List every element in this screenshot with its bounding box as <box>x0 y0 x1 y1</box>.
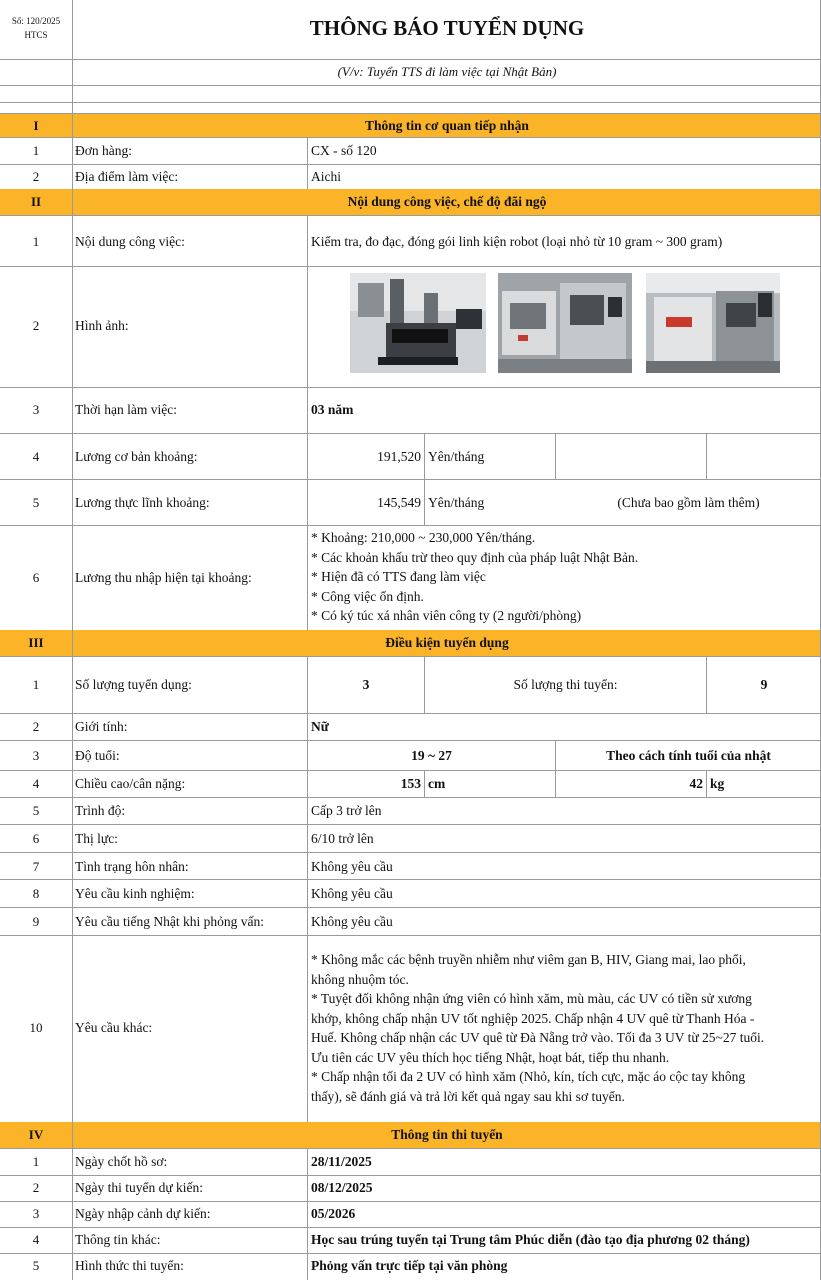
text-line: khớp, không chấp nhận UV tốt nghiệp 2025. Chấp nhận 4 UV quê từ Thanh Hóa - <box>311 1010 755 1026</box>
row-number: 4 <box>32 1232 40 1247</box>
row-number: 5 <box>32 495 40 510</box>
page-title: THÔNG BÁO TUYỂN DỤNG <box>309 16 585 40</box>
workplace-label: Địa điểm làm việc: <box>75 169 179 184</box>
row-number: 5 <box>32 803 40 818</box>
japanese-requirement-value: Không yêu cầu <box>311 914 393 929</box>
eyesight-label: Thị lực: <box>75 831 118 846</box>
row-number: 9 <box>32 914 40 929</box>
deadline-value: 28/11/2025 <box>311 1154 372 1169</box>
list-item: * Các khoản khấu trừ theo quy định của pháp luật Nhật Bản. <box>311 549 639 565</box>
row-number: 3 <box>32 1206 40 1221</box>
grid-line <box>0 85 821 86</box>
height-value: 153 <box>400 776 421 791</box>
grid-line <box>307 137 308 1280</box>
row-number: 3 <box>32 748 40 763</box>
machine-photo-1 <box>350 273 486 373</box>
text-line: không nhuộm tóc. <box>311 971 409 987</box>
order-value: CX - số 120 <box>311 143 377 158</box>
grid-line <box>0 59 821 60</box>
entry-date-label: Ngày nhập cảnh dự kiến: <box>75 1206 211 1221</box>
page-subtitle: (V/v: Tuyển TTS đi làm việc tại Nhật Bản) <box>337 64 557 79</box>
net-salary-unit: Yên/tháng <box>428 495 485 510</box>
exam-date-value: 08/12/2025 <box>311 1180 373 1195</box>
text-line: * Không mắc các bệnh truyền nhiễm như viêm gan B, HIV, Giang mai, lao phổi, <box>311 952 746 967</box>
marital-status-label: Tình trạng hôn nhân: <box>75 859 189 874</box>
text-line: Ưu tiên các UV yêu thích học tiếng Nhật, hoạt bát, tiếp thu nhanh. <box>311 1049 670 1065</box>
work-term-value: 03 năm <box>311 402 354 417</box>
row-number: 1 <box>32 234 40 249</box>
row-number: 10 <box>29 1020 43 1035</box>
doc-number-line1: Số: 120/2025 <box>11 16 61 26</box>
gender-label: Giới tính: <box>75 719 128 734</box>
row-number: 5 <box>32 1258 40 1273</box>
machine-photo-3 <box>646 273 780 373</box>
row-number: 3 <box>32 402 40 417</box>
list-item: * Có ký túc xá nhân viên công ty (2 người/phòng) <box>311 608 582 623</box>
other-requirements-label: Yêu cầu khác: <box>75 1020 153 1035</box>
section-title: Thông tin thi tuyển <box>391 1127 503 1142</box>
section-number: II <box>30 194 42 209</box>
weight-value: 42 <box>689 776 703 791</box>
exam-format-label: Hình thức thi tuyển: <box>75 1258 184 1273</box>
base-salary-amount: 191,520 <box>377 449 421 464</box>
age-value: 19 ~ 27 <box>411 748 452 763</box>
exam-date-label: Ngày thi tuyển dự kiến: <box>75 1180 204 1195</box>
row-number: 6 <box>32 831 40 846</box>
text-line: * Chấp nhận tối đa 2 UV có hình xăm (Nhỏ, kín, tích cực, mặc áo cộc tay không <box>311 1069 746 1084</box>
other-info-value: Học sau trúng tuyển tại Trung tâm Phúc diễn (đào tạo địa phương 02 tháng) <box>311 1232 750 1247</box>
row-number: 6 <box>32 570 40 585</box>
deadline-label: Ngày chốt hồ sơ: <box>75 1154 168 1169</box>
work-term-label: Thời hạn làm việc: <box>75 402 177 417</box>
base-salary-label: Lương cơ bản khoảng: <box>75 449 198 464</box>
list-item: * Khoảng: 210,000 ~ 230,000 Yên/tháng. <box>311 530 536 545</box>
text-line: thấy), sẽ đánh giá và trả lời kết quả ngay sau khi sơ tuyển. <box>311 1088 625 1104</box>
workplace-value: Aichi <box>311 169 341 184</box>
gender-value: Nữ <box>311 719 329 734</box>
row-number: 1 <box>32 677 40 692</box>
section-title: Nội dung công việc, chế độ đãi ngộ <box>347 194 547 209</box>
exam-count-label: Số lượng thi tuyển: <box>513 677 618 692</box>
row-number: 1 <box>32 143 40 158</box>
current-income-label: Lương thu nhập hiện tại khoảng: <box>75 570 252 585</box>
text-line: Huế. Không chấp nhận các UV quê từ Đà Nẵng trở vào. Tối đa 3 UV từ 25~27 tuổi. <box>311 1030 765 1045</box>
row-number: 2 <box>32 1180 40 1195</box>
list-item: * Hiện đã có TTS đang làm việc <box>311 569 486 584</box>
section-title: Thông tin cơ quan tiếp nhận <box>365 118 529 133</box>
other-requirements-text <box>311 950 764 1106</box>
section-number: I <box>33 118 39 133</box>
age-label: Độ tuổi: <box>75 748 120 763</box>
row-number: 2 <box>32 169 40 184</box>
weight-unit: kg <box>710 776 725 791</box>
grid-line <box>0 102 821 103</box>
section-number: IV <box>28 1127 44 1142</box>
age-note: Theo cách tính tuổi của nhật <box>606 748 771 763</box>
row-number: 2 <box>32 318 40 333</box>
images-label: Hình ảnh: <box>75 318 129 333</box>
row-number: 1 <box>32 1154 40 1169</box>
doc-number-line2: HTCS <box>24 30 48 40</box>
row-number: 4 <box>32 449 40 464</box>
row-number: 2 <box>32 719 40 734</box>
net-salary-note: (Chưa bao gồm làm thêm) <box>617 495 760 510</box>
height-unit: cm <box>428 776 446 791</box>
net-salary-label: Lương thực lĩnh khoảng: <box>75 495 210 510</box>
row-number: 7 <box>32 859 40 874</box>
exam-format-value: Phỏng vấn trực tiếp tại văn phòng <box>311 1258 508 1273</box>
section-header-1 <box>0 113 821 138</box>
section-title: Điều kiện tuyển dụng <box>385 635 509 650</box>
entry-date-value: 05/2026 <box>311 1206 356 1221</box>
net-salary-amount: 145,549 <box>377 495 421 510</box>
base-salary-unit: Yên/tháng <box>428 449 485 464</box>
experience-value: Không yêu cầu <box>311 886 393 901</box>
row-number: 4 <box>32 776 40 791</box>
job-content-value: Kiểm tra, đo đạc, đóng gói linh kiện robot (loại nhỏ từ 10 gram ~ 300 gram) <box>311 234 723 249</box>
section-number: III <box>28 635 44 650</box>
section-header-2 <box>0 189 821 216</box>
height-weight-label: Chiều cao/cân nặng: <box>75 776 186 791</box>
other-info-label: Thông tin khác: <box>75 1232 161 1247</box>
order-label: Đơn hàng: <box>75 143 133 158</box>
machine-photo-2 <box>498 273 632 373</box>
education-value: Cấp 3 trở lên <box>311 803 382 818</box>
section-header-3 <box>0 630 821 657</box>
doc-number <box>0 14 72 42</box>
japanese-requirement-label: Yêu cầu tiếng Nhật khi phỏng vấn: <box>75 914 264 929</box>
education-label: Trình độ: <box>75 803 126 818</box>
text-line: * Tuyệt đối không nhận ứng viên có hình xăm, mù màu, các UV có tiền sử xương <box>311 991 752 1006</box>
current-income-list <box>311 528 638 626</box>
list-item: * Công việc ổn định. <box>311 588 424 604</box>
job-content-label: Nội dung công việc: <box>75 234 185 249</box>
experience-label: Yêu cầu kinh nghiệm: <box>75 886 195 901</box>
hire-count-label: Số lượng tuyển dụng: <box>75 677 192 692</box>
row-number: 8 <box>32 886 40 901</box>
exam-count-value: 9 <box>760 677 768 692</box>
marital-status-value: Không yêu cầu <box>311 859 393 874</box>
hire-count-value: 3 <box>362 677 370 692</box>
eyesight-value: 6/10 trở lên <box>311 831 374 846</box>
section-header-4 <box>0 1122 821 1149</box>
